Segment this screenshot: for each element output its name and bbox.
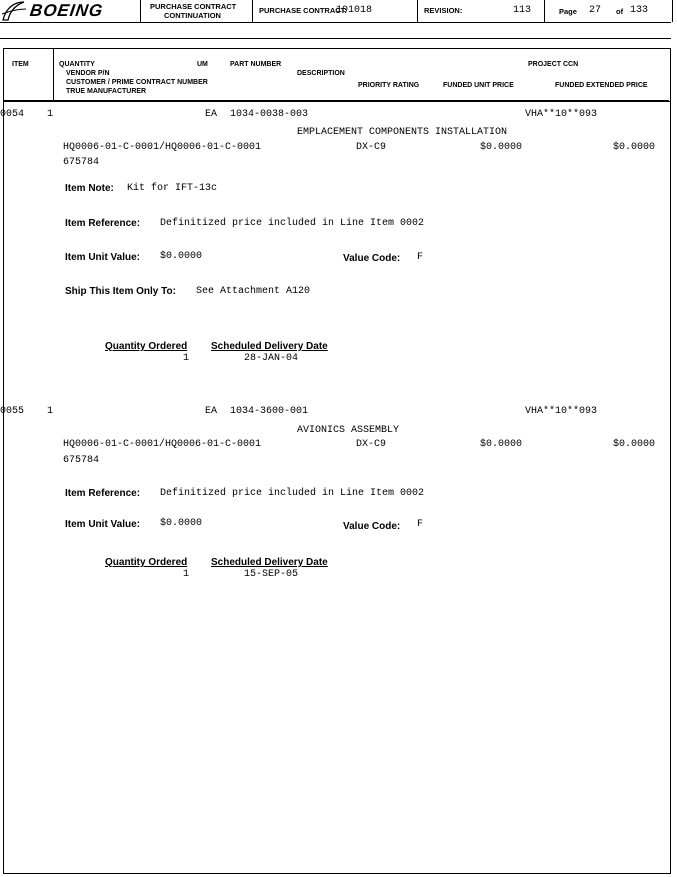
ship-only-to-value: See Attachment A120 (196, 286, 311, 297)
scheduled-delivery-label: Scheduled Delivery Date (211, 557, 328, 568)
item-description: AVIONICS ASSEMBLY (297, 425, 400, 436)
contract-cell (252, 0, 418, 22)
col-funded-unit-price: FUNDED UNIT PRICE (443, 82, 514, 89)
revision-label: REVISION: (424, 6, 463, 15)
item-unit-price: $0.0000 (480, 439, 523, 450)
doc-type-line2: CONTINUATION (164, 11, 221, 20)
col-part-number: PART NUMBER (230, 61, 282, 68)
item-contract: HQ0006-01-C-0001/HQ0006-01-C-0001 (63, 142, 262, 153)
ship-only-to-label: Ship This Item Only To: (65, 286, 176, 297)
item-um: EA (205, 406, 218, 417)
page-number-cell (544, 0, 673, 22)
item-extended-price: $0.0000 (613, 142, 656, 153)
col-item: ITEM (12, 61, 29, 68)
item-note-label: Item Note: (65, 183, 114, 194)
revision-cell (417, 0, 545, 22)
item-unit-price: $0.0000 (480, 142, 523, 153)
item-contract: HQ0006-01-C-0001/HQ0006-01-C-0001 (63, 439, 262, 450)
doc-type-line1: PURCHASE CONTRACT (150, 2, 237, 11)
item-extended-price: $0.0000 (613, 439, 656, 450)
item-um: EA (205, 109, 218, 120)
col-um: UM (197, 61, 208, 68)
item-unit-value: $0.0000 (160, 251, 203, 262)
item-description: EMPLACEMENT COMPONENTS INSTALLATION (297, 127, 508, 138)
separator-line (0, 38, 671, 39)
item-unit-value: $0.0000 (160, 518, 203, 529)
col-vendor-pn: VENDOR P/N (66, 70, 110, 77)
qty-ordered-value: 1 (183, 569, 190, 580)
col-description: DESCRIPTION (297, 70, 345, 77)
item-part-number: 1034-3600-001 (230, 406, 309, 417)
item-reference-label: Item Reference: (65, 218, 141, 229)
delivery-date-value: 28-JAN-04 (244, 353, 299, 364)
item-project-ccn: VHA**10**093 (525, 109, 598, 120)
item-number: 0055 (0, 406, 25, 417)
item-project-ccn: VHA**10**093 (525, 406, 598, 417)
item-priority: DX-C9 (356, 439, 387, 450)
page-header (0, 0, 671, 23)
quantity-ordered-label: Quantity Ordered (105, 341, 188, 352)
item-quantity: 1 (47, 109, 54, 120)
quantity-ordered-label: Quantity Ordered (105, 557, 188, 568)
col-funded-extended-price: FUNDED EXTENDED PRICE (555, 82, 648, 89)
revision-value: 113 (513, 5, 532, 16)
value-code-label: Value Code: (343, 253, 401, 264)
item-reference-value: Definitized price included in Line Item 0002 (160, 218, 425, 229)
col-project-ccn: PROJECT CCN (528, 61, 579, 68)
delivery-date-value: 15-SEP-05 (244, 569, 299, 580)
item-reference-label: Item Reference: (65, 488, 141, 499)
column-divider (53, 49, 54, 101)
item-unit-value-label: Item Unit Value: (65, 252, 141, 263)
item-part-number: 1034-0038-003 (230, 109, 309, 120)
item-note-value: Kit for IFT-13c (127, 183, 218, 194)
contract-label: PURCHASE CONTRACT: (259, 6, 347, 15)
item-unit-value-label: Item Unit Value: (65, 519, 141, 530)
scheduled-delivery-label: Scheduled Delivery Date (211, 341, 328, 352)
doc-type-cell (140, 0, 253, 22)
contract-value: 101018 (336, 5, 373, 16)
item-reference-value: Definitized price included in Line Item 0002 (160, 488, 425, 499)
page-label: Page (559, 7, 577, 16)
item-number: 0054 (0, 109, 25, 120)
qty-ordered-value: 1 (183, 353, 190, 364)
value-code-label: Value Code: (343, 521, 401, 532)
col-priority-rating: PRIORITY RATING (358, 82, 420, 89)
col-customer-contract: CUSTOMER / PRIME CONTRACT NUMBER (66, 79, 208, 86)
col-quantity: QUANTITY (59, 61, 95, 68)
value-code: F (417, 519, 424, 530)
boeing-swoosh-icon (0, 0, 28, 22)
item-priority: DX-C9 (356, 142, 387, 153)
page-value: 27 (589, 5, 602, 16)
item-manufacturer: 675784 (63, 455, 100, 466)
column-header-box (3, 48, 671, 102)
boeing-logo (0, 0, 140, 22)
col-true-manufacturer: TRUE MANUFACTURER (66, 88, 147, 95)
total-pages: 133 (630, 5, 649, 16)
logo-text: BOEING (28, 1, 105, 20)
item-quantity: 1 (47, 406, 54, 417)
item-manufacturer: 675784 (63, 157, 100, 168)
of-label: of (616, 7, 624, 16)
value-code: F (417, 252, 424, 263)
